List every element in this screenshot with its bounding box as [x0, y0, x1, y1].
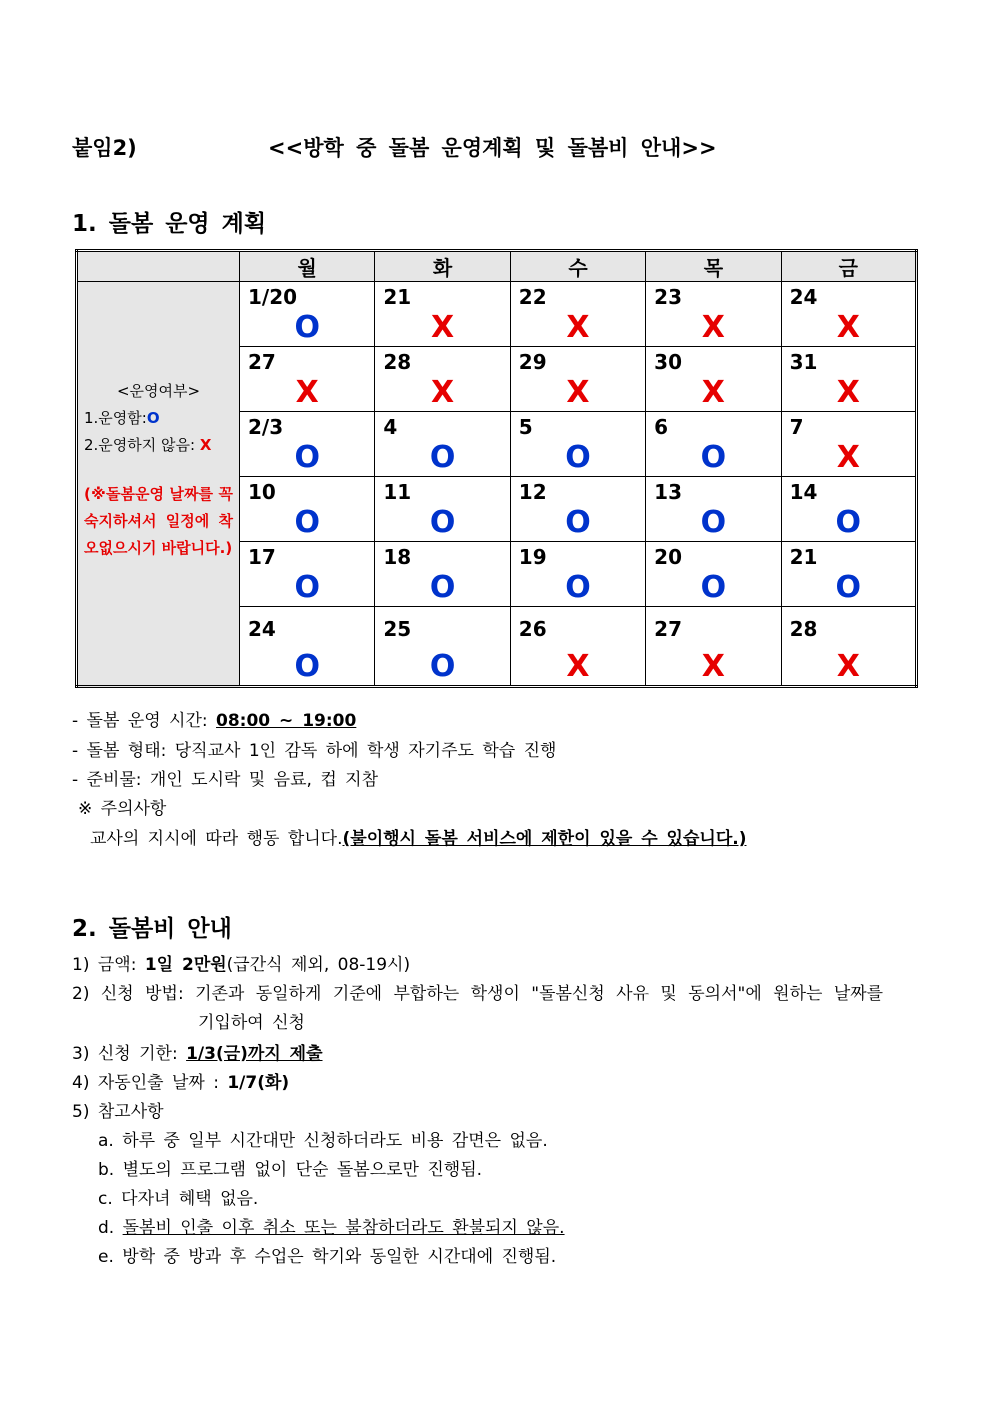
day-date: 12: [518, 480, 547, 504]
day-cell: [510, 477, 645, 542]
day-date: 19: [518, 545, 547, 569]
reference-b: b. 별도의 프로그램 없이 단순 돌봄으로만 진행됨.: [98, 1160, 483, 1180]
weekday-tue: 화: [375, 251, 510, 282]
autopay-label: 4) 자동인출 날짜 :: [72, 1073, 228, 1093]
day-cell: [781, 282, 916, 347]
legend-item-operate: [84, 407, 233, 428]
operate-mark: O: [835, 570, 862, 605]
operate-mark: O: [294, 570, 320, 605]
apply-method-line1: 2) 신청 방법: 기존과 동일하게 기준에 부합하는 학생이 "돌봄신청 사유 및 동의서"에 원하는 날짜를: [72, 984, 884, 1004]
day-cell: [375, 477, 510, 542]
reference-title: 5) 참고사항: [72, 1102, 164, 1122]
closed-mark: X: [566, 310, 590, 345]
day-cell: [375, 607, 510, 687]
day-date: 24: [248, 617, 276, 641]
caution-title: ※ 주의사항: [78, 799, 167, 819]
operate-mark: O: [700, 440, 727, 475]
operate-mark: O: [700, 505, 727, 540]
caution-line: [90, 824, 746, 849]
legend-note: (※돌봄운영 날짜를 꼭 숙지하셔서 일정에 착오없으시기 바랍니다.): [84, 485, 233, 557]
day-date: 10: [248, 480, 276, 504]
day-cell: [646, 542, 781, 607]
day-date: 24: [789, 285, 818, 309]
operate-mark: O: [565, 440, 591, 475]
day-cell: [646, 412, 781, 477]
week-row: [77, 282, 917, 347]
weekday-thu: 목: [646, 251, 781, 282]
autopay-value: 1/7(화): [227, 1073, 290, 1093]
day-date: 29: [518, 350, 547, 374]
day-cell: [240, 607, 375, 687]
day-cell: [510, 412, 645, 477]
day-date: 4: [383, 415, 398, 439]
attachment-label: 붙임2): [72, 136, 137, 160]
closed-mark: X: [295, 375, 319, 410]
closed-mark: X: [701, 310, 725, 345]
day-cell: [781, 607, 916, 687]
weekday-wed: 수: [510, 251, 645, 282]
day-cell: [646, 477, 781, 542]
day-date: 22: [518, 285, 547, 309]
apply-method-line2: 기입하여 신청: [198, 1013, 305, 1033]
day-cell: [375, 412, 510, 477]
closed-mark: X: [836, 440, 860, 475]
day-cell: [240, 282, 375, 347]
legend-heading: <운영여부>: [116, 382, 201, 400]
day-date: 14: [789, 480, 818, 504]
reference-d-prefix: d.: [98, 1218, 123, 1238]
reference-e: e. 방학 중 방과 후 수업은 학기와 동일한 시간대에 진행됨.: [98, 1247, 557, 1267]
supplies-line: - 준비물: 개인 도시락 및 음료, 컵 지참: [72, 770, 378, 790]
day-date: 26: [518, 617, 547, 641]
section1-title: 1. 돌봄 운영 계획: [72, 211, 267, 237]
operate-mark: O: [835, 505, 862, 540]
day-date: 27: [654, 617, 683, 641]
legend-x-mark: X: [199, 436, 212, 454]
section2-title: 2. 돌봄비 안내: [72, 916, 232, 942]
day-cell: [781, 412, 916, 477]
closed-mark: X: [566, 375, 590, 410]
day-date: 31: [789, 350, 818, 374]
operate-mark: O: [429, 649, 456, 684]
legend-cell: [77, 282, 240, 687]
day-cell: [781, 347, 916, 412]
closed-mark: X: [701, 375, 725, 410]
operate-mark: O: [429, 570, 456, 605]
operate-mark: O: [294, 440, 320, 475]
legend-item-closed: [84, 434, 233, 455]
weekday-fri: 금: [781, 251, 916, 282]
weekday-header-row: [77, 251, 917, 282]
autopay-line: [72, 1068, 289, 1093]
reference-c: c. 다자녀 혜택 없음.: [98, 1189, 259, 1209]
reference-a: a. 하루 중 일부 시간대만 신청하더라도 비용 감면은 없음.: [98, 1131, 548, 1151]
day-cell: [375, 282, 510, 347]
day-cell: [646, 607, 781, 687]
fee-line: [72, 950, 410, 975]
day-date: 7: [789, 415, 804, 439]
deadline-value: 1/3(금)까지 제출: [186, 1044, 323, 1064]
day-date: 25: [383, 617, 412, 641]
closed-mark: X: [836, 649, 860, 684]
day-cell: [510, 607, 645, 687]
closed-mark: X: [836, 375, 860, 410]
closed-mark: X: [431, 375, 455, 410]
deadline-line: [72, 1039, 323, 1064]
day-date: 1/20: [248, 285, 298, 309]
day-date: 11: [383, 480, 412, 504]
care-type-line: - 돌봄 형태: 당직교사 1인 감독 하에 학생 자기주도 학습 진행: [72, 741, 557, 761]
day-cell: [646, 282, 781, 347]
closed-mark: X: [431, 310, 455, 345]
day-date: 2/3: [248, 415, 284, 439]
fee-note: (급간식 제외, 08-19시): [226, 955, 411, 975]
operate-mark: O: [429, 505, 456, 540]
hours-value: 08:00 ~ 19:00: [216, 711, 357, 731]
day-cell: [510, 347, 645, 412]
day-date: 21: [789, 545, 818, 569]
day-date: 30: [654, 350, 683, 374]
day-date: 20: [654, 545, 683, 569]
day-date: 5: [518, 415, 533, 439]
day-cell: [240, 477, 375, 542]
operate-mark: O: [294, 649, 320, 684]
day-cell: [781, 477, 916, 542]
fee-label: 1) 금액:: [72, 955, 145, 975]
day-date: 23: [654, 285, 683, 309]
fee-value: 1일 2만원: [144, 955, 227, 975]
operate-mark: O: [565, 505, 591, 540]
corner-cell: [77, 251, 240, 282]
day-date: 27: [248, 350, 276, 374]
closed-mark: X: [566, 649, 590, 684]
day-cell: [510, 282, 645, 347]
day-cell: [240, 347, 375, 412]
legend-o-mark: O: [146, 409, 160, 427]
day-date: 6: [654, 415, 669, 439]
hours-line: [72, 706, 356, 731]
reference-d: [98, 1213, 565, 1238]
reference-d-text: 돌봄비 인출 이후 취소 또는 불참하더라도 환불되지 않음.: [122, 1218, 565, 1238]
hours-label: - 돌봄 운영 시간:: [72, 711, 217, 731]
day-cell: [375, 347, 510, 412]
legend-item-closed-label: 2.운영하지 않음:: [84, 436, 200, 454]
day-date: 28: [383, 350, 412, 374]
operation-calendar: [75, 249, 918, 688]
day-date: 13: [654, 480, 683, 504]
weekday-mon: 월: [240, 251, 375, 282]
day-date: 18: [383, 545, 412, 569]
closed-mark: X: [701, 649, 725, 684]
day-cell: [781, 542, 916, 607]
day-cell: [646, 347, 781, 412]
day-cell: [240, 412, 375, 477]
caution-emphasis: (불이행시 돌봄 서비스에 제한이 있을 수 있습니다.): [342, 829, 747, 849]
deadline-label: 3) 신청 기한:: [72, 1044, 187, 1064]
operate-mark: O: [700, 570, 727, 605]
caution-text: 교사의 지시에 따라 행동 합니다.: [90, 829, 343, 849]
day-cell: [240, 542, 375, 607]
day-date: 21: [383, 285, 412, 309]
operate-mark: O: [294, 505, 320, 540]
closed-mark: X: [836, 310, 860, 345]
operate-mark: O: [565, 570, 591, 605]
day-cell: [375, 542, 510, 607]
document-title: <<방학 중 돌봄 운영계획 및 돌봄비 안내>>: [268, 136, 717, 160]
operate-mark: O: [294, 310, 320, 345]
day-cell: [510, 542, 645, 607]
legend-item-operate-label: 1.운영함:: [84, 409, 147, 427]
day-date: 17: [248, 545, 276, 569]
operate-mark: O: [429, 440, 456, 475]
day-date: 28: [789, 617, 818, 641]
